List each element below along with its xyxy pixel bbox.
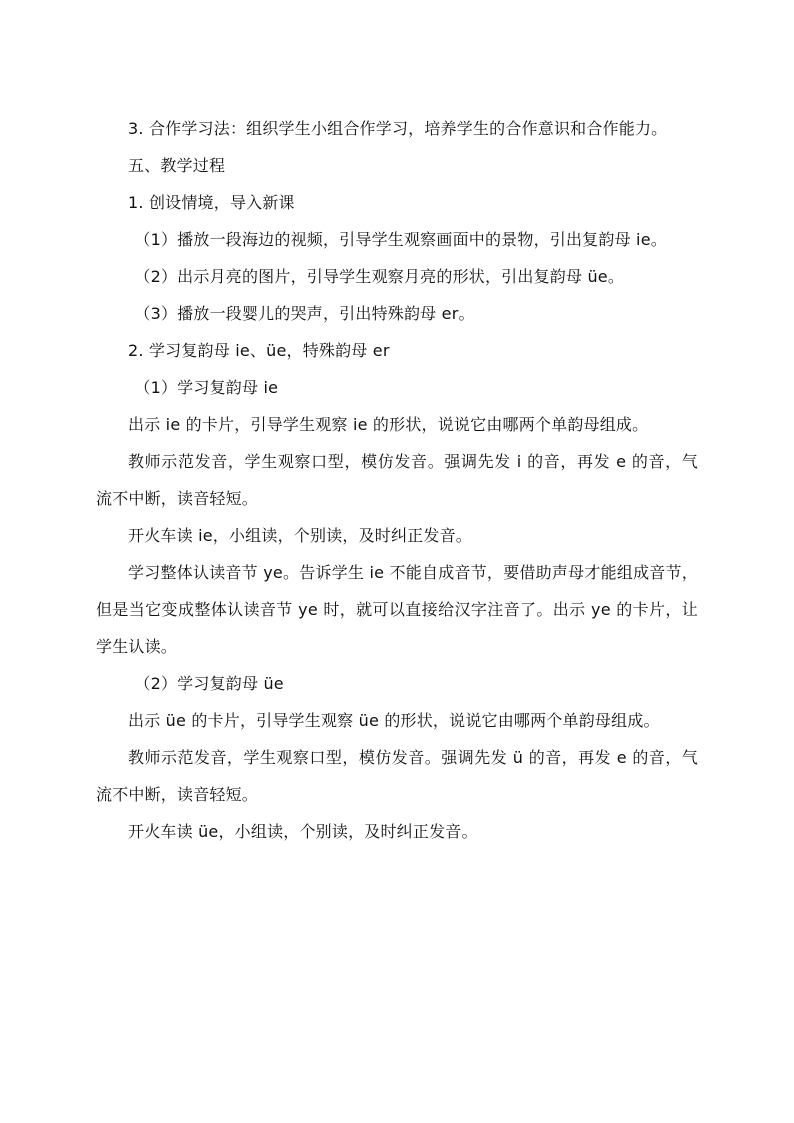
paragraph-ie-pronunciation: 教师示范发音，学生观察口型，模仿发音。强调先发 i 的音，再发 e 的音，气流不中断，读音轻短。 (96, 452, 698, 508)
paragraph-ie-practice: 开火车读 ie，小组读，个别读，及时纠正发音。 (128, 526, 472, 545)
paragraph-method-3: 3. 合作学习法：组织学生小组合作学习，培养学生的合作意识和合作能力。 (128, 119, 668, 138)
step-heading-2: 2. 学习复韵母 ie、üe，特殊韵母 er (128, 341, 390, 360)
document-body (96, 110, 698, 850)
paragraph-ue-card: 出示 üe 的卡片，引导学生观察 üe 的形状，说说它由哪两个单韵母组成。 (128, 711, 660, 730)
sub-item-1-3: （3）播放一段婴儿的哭声，引出特殊韵母 er。 (134, 304, 475, 323)
sub-heading-2-1: （1）学习复韵母 ie (134, 378, 279, 397)
paragraph-ye-syllable: 学习整体认读音节 ye。告诉学生 ie 不能自成音节，要借助声母才能组成音节，但是当它变成整体认读音节 ye 时，就可以直接给汉字注音了。出示 ye 的卡片，让学生认读。 (96, 563, 698, 656)
sub-item-1-1: （1）播放一段海边的视频，引导学生观察画面中的景物，引出复韵母 ie。 (134, 230, 667, 249)
paragraph-ue-pronunciation: 教师示范发音，学生观察口型，模仿发音。强调先发 ü 的音，再发 e 的音，气流不中断，读音轻短。 (96, 748, 698, 804)
sub-item-1-2: （2）出示月亮的图片，引导学生观察月亮的形状，引出复韵母 üe。 (134, 267, 625, 286)
step-heading-1: 1. 创设情境，导入新课 (128, 193, 295, 212)
sub-heading-2-2: （2）学习复韵母 üe (134, 674, 284, 693)
paragraph-ie-card: 出示 ie 的卡片，引导学生观察 ie 的形状，说说它由哪两个单韵母组成。 (128, 415, 649, 434)
section-heading-teaching-process: 五、教学过程 (128, 156, 226, 175)
paragraph-ue-practice: 开火车读 üe，小组读，个别读，及时纠正发音。 (128, 822, 478, 841)
